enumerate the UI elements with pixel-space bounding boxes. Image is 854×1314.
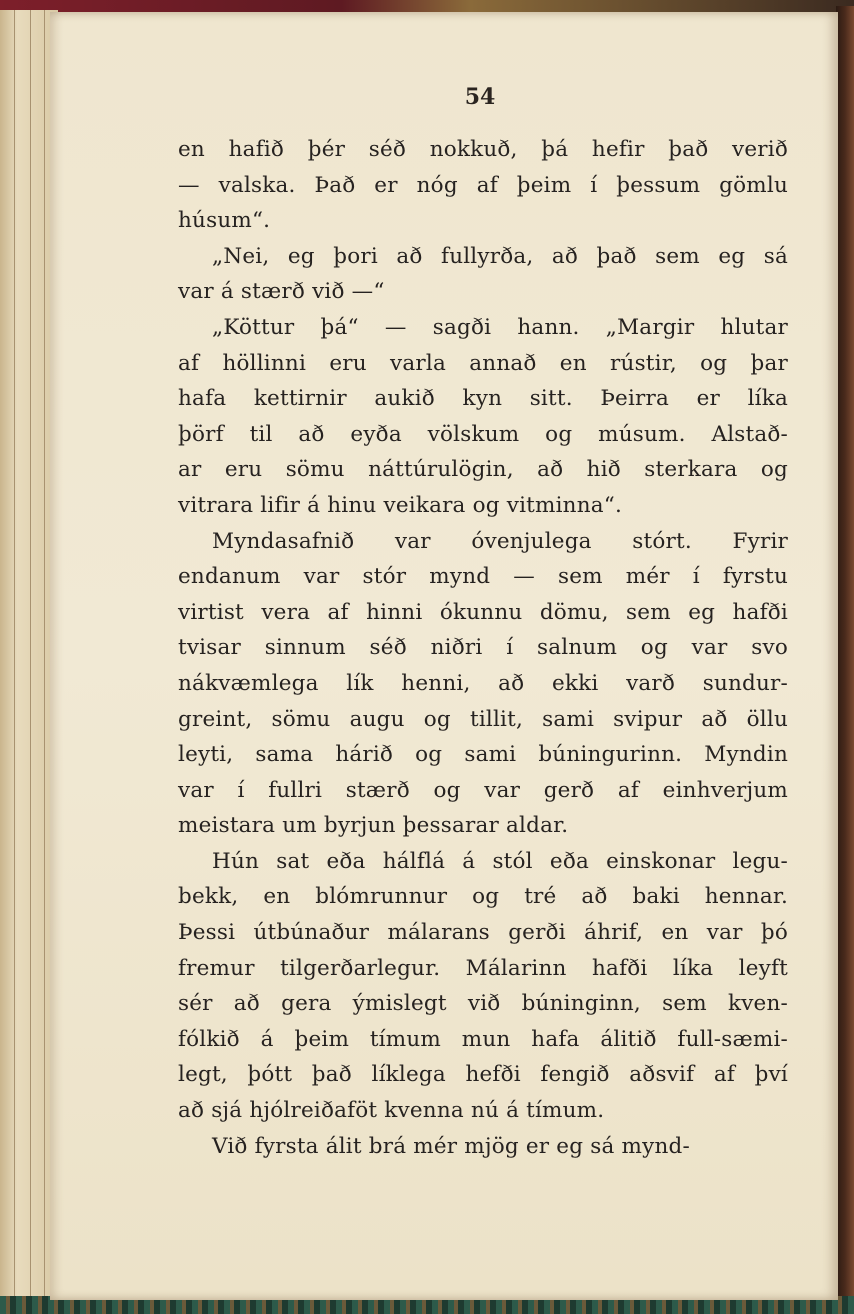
text-line: legt, þótt það líklega hefði fengið aðsvif af því bbox=[178, 1062, 788, 1088]
text-line: bekk, en blómrunnur og tré að baki hennar. bbox=[178, 884, 788, 910]
gutter-line bbox=[14, 10, 15, 1300]
text-line: var á stærð við —“ bbox=[178, 279, 385, 305]
text-line: greint, sömu augu og tillit, sami svipur að öllu bbox=[178, 706, 788, 732]
text-line: af höllinni eru varla annað en rústir, og þar bbox=[178, 350, 788, 376]
text-line: ar eru sömu náttúrulögin, að hið sterkara og bbox=[178, 457, 788, 483]
book-right-edge bbox=[836, 6, 854, 1304]
text-line: sér að gera ýmislegt við búninginn, sem kven- bbox=[178, 991, 788, 1017]
text-line: — valska. Það er nóg af þeim í þessum gömlu bbox=[178, 172, 788, 198]
text-line: var í fullri stærð og var gerð af einhverjum bbox=[178, 777, 788, 803]
text-line: Myndasafnið var óvenjulega stórt. Fyrir bbox=[212, 528, 788, 554]
gutter-line bbox=[44, 10, 45, 1300]
page-number: 54 bbox=[464, 84, 496, 110]
text-line: „Nei, eg þori að fullyrða, að það sem eg sá bbox=[212, 243, 788, 269]
text-line: leyti, sama hárið og sami búningurinn. Myndin bbox=[178, 742, 788, 768]
text-line: hafa kettirnir aukið kyn sitt. Þeirra er líka bbox=[178, 386, 788, 412]
text-line: Hún sat eða hálflá á stól eða einskonar legu- bbox=[212, 848, 788, 874]
text-line: fremur tilgerðarlegur. Málarinn hafði líka leyft bbox=[178, 955, 788, 981]
text-line: fólkið á þeim tímum mun hafa álitið full-sæmi- bbox=[178, 1026, 788, 1052]
text-line: að sjá hjólreiðaföt kvenna nú á tímum. bbox=[178, 1098, 605, 1124]
text-line: tvisar sinnum séð niðri í salnum og var svo bbox=[178, 635, 788, 661]
gutter-line bbox=[30, 10, 31, 1300]
text-line: vitrara lifir á hinu veikara og vitminna“. bbox=[178, 492, 623, 518]
text-line: Þessi útbúnaður málarans gerði áhrif, en var þó bbox=[178, 920, 788, 946]
text-line: húsum“. bbox=[178, 208, 271, 234]
text-line: þörf til að eyða völskum og músum. Alstað- bbox=[178, 421, 788, 447]
text-line: en hafið þér séð nokkuð, þá hefir það verið bbox=[178, 137, 788, 162]
text-line: endanum var stór mynd — sem mér í fyrstu bbox=[178, 564, 788, 590]
text-line: meistara um byrjun þessarar aldar. bbox=[178, 813, 569, 839]
page-body-text bbox=[178, 132, 788, 1164]
text-line: nákvæmlega lík henni, að ekki varð sundur- bbox=[178, 670, 788, 696]
text-line: virtist vera af hinni ókunnu dömu, sem eg hafði bbox=[178, 599, 788, 625]
text-line: „Köttur þá“ — sagði hann. „Margir hlutar bbox=[212, 314, 788, 340]
text-line: Við fyrsta álit brá mér mjög er eg sá mynd- bbox=[212, 1133, 690, 1159]
